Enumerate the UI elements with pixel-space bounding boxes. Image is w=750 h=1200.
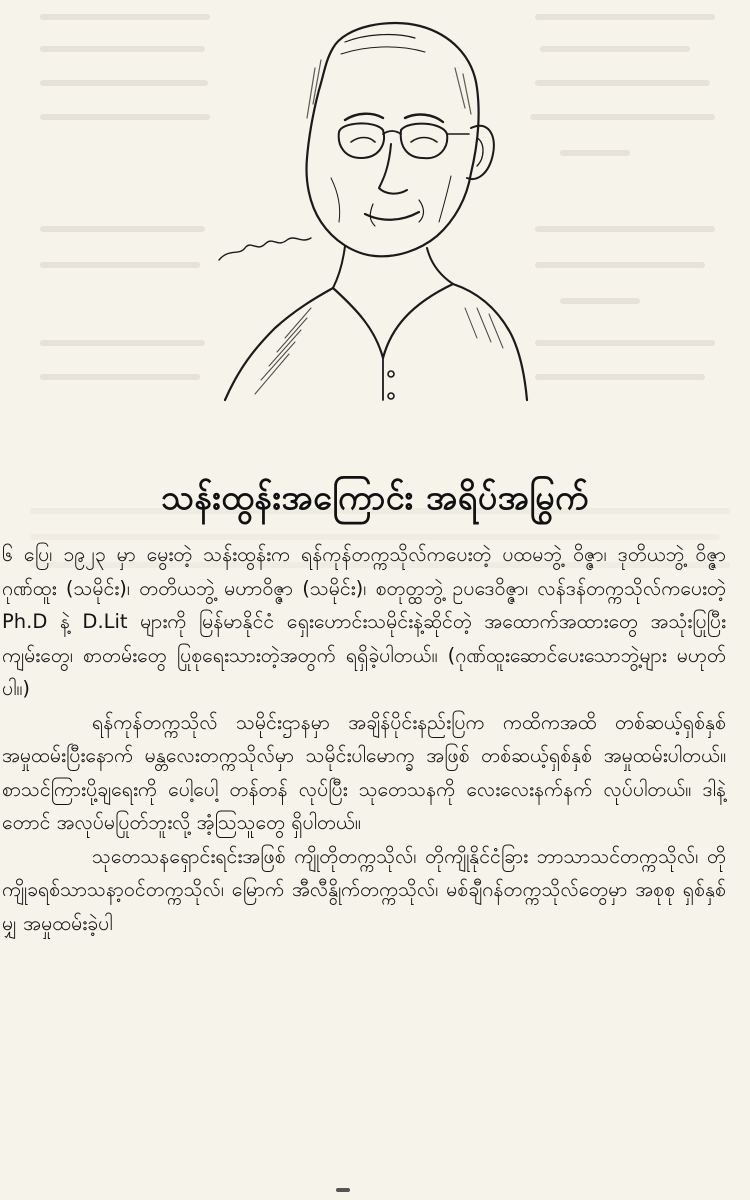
signature-scrawl [219, 238, 311, 260]
paragraph-2: ရန်ကုန်တက္ကသိုလ် သမိုင်းဌာနမှာ အချိန်ပိုင်းနည်းပြက ကထိကအထိ တစ်ဆယ့်ရှစ်နှစ် အမှုထမ်းပြီးနောက် မန္တလေးတက္ကသိုလ်မှာ သမိုင်းပါမောက္ခ အဖြစ် တစ်ဆယ့်ရှစ်နှစ် အမှုထမ်းပါတယ်။ စာသင်ကြားပို့ချရေးကို ပေါ့ပေါ့ တန်တန် လုပ်ပြီး သုတေသနကို လေးလေးနက်နက် လုပ်ပါတယ်။ ဒါနဲ့ တောင် အလုပ်မပြုတ်ဘူးလို့ အံ့သြသူတွေ ရှိပါတယ်။ [2, 710, 726, 834]
page-footer-mark [336, 1188, 350, 1192]
paragraph-3: သုတေသနရှောင်းရင်းအဖြစ် ကျိုတိုတက္ကသိုလ်၊ တိုကျိုနိုင်ငံခြား ဘာသာသင်တက္ကသိုလ်၊ တိုကျိုခရစ်သာသနာ့ဝင်တက္ကသိုလ်၊ မြောက် အီလီနွိုက်တက္ကသိုလ်၊ မစ်ချီဂန်တက္ကသိုလ်တွေမှာ အစုစု ရှစ်နှစ်မျှ အမှုထမ်းခဲ့ပါ [2, 844, 726, 935]
article-body [2, 538, 726, 940]
author-portrait [215, 8, 530, 403]
paragraph-1: ၆ ပြေ၊ ၁၉၂၃ မှာ မွေးတဲ့ သန်းထွန်းက ရန်ကုန်တက္ကသိုလ်ကပေးတဲ့ ပထမဘွဲ့ ဝိဇ္ဇာ၊ ဒုတိယဘွဲ့ ဝိဇ္ဇာဂုဏ်ထူး (သမိုင်း)၊ တတိယဘွဲ့ မဟာဝိဇ္ဇာ (သမိုင်း)၊ စတုတ္ထဘွဲ့ ဥပဒေဝိဇ္ဇာ၊ လန်ဒန်တက္ကသိုလ်ကပေးတဲ့ Ph.D နဲ့ D.Lit များကို မြန်မာနိုင်ငံ ရှေးဟောင်းသမိုင်းနဲ့ဆိုင်တဲ့ အထောက်အထားတွေ အသုံးပြုပြီး ကျမ်းတွေ၊ စာတမ်းတွေ ပြုစုရေးသားတဲ့အတွက် ရရှိခဲ့ပါတယ်။ (ဂုဏ်ထူးဆောင်ပေးသောဘွဲ့များ မဟုတ်ပါ။) [2, 543, 726, 700]
article-title: သန်းထွန်းအကြောင်း အရိပ်အမြွက် [161, 477, 589, 518]
